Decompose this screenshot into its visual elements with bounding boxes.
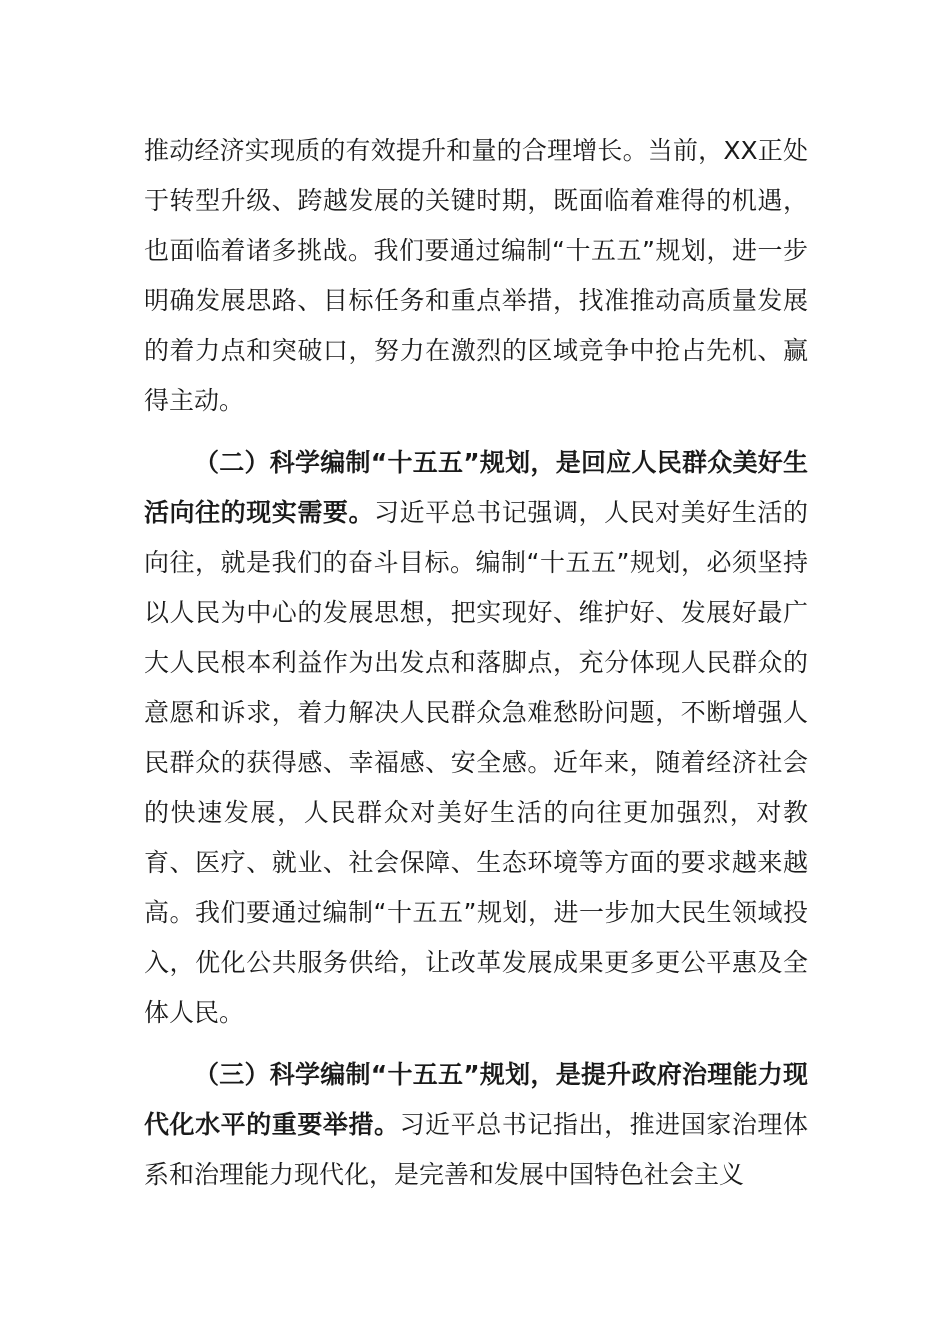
paragraph-continued [144,126,808,426]
paragraph-text: 习近平总书记强调，人民对美好生活的向往，就是我们的奋斗目标。编制“十五五”规划，必须坚持以人民为中心的发展思想，把实现好、维护好、发展好最广大人民根本利益作为出发点和落脚点，充分体现人民群众的意愿和诉求，着力解决人民群众急难愁盼问题，不断增强人民群众的获得感、幸福感、安全感。近年来，随着经济社会的快速发展，人民群众对美好生活的向往更加强烈，对教育、医疗、就业、社会保障、生态环境等方面的要求越来越高。我们要通过编制“十五五”规划，进一步加大民生领域投入，优化公共服务供给，让改革发展成果更多更公平惠及全体人民。 [144,498,808,1027]
paragraph-text: 习近平总书记指出，推进国家治理体系和治理能力现代化，是完善和发展中国特色社会主义 [144,1110,808,1189]
section-2-heading: （二）科学编制“十五五”规划，是回应人民群众美好生活向往的现实需要。 [144,448,808,527]
paragraph-section-2 [144,438,808,1038]
section-3-heading: （三）科学编制“十五五”规划，是提升政府治理能力现代化水平的重要举措。 [144,1060,808,1139]
paragraph-section-3 [144,1050,808,1200]
paragraph-text: 推动经济实现质的有效提升和量的合理增长。当前，XX正处于转型升级、跨越发展的关键时期，既面临着难得的机遇，也面临着诸多挑战。我们要通过编制“十五五”规划，进一步明确发展思路、目标任务和重点举措，找准推动高质量发展的着力点和突破口，努力在激烈的区域竞争中抢占先机、赢得主动。 [144,136,808,415]
document-body [144,126,808,1212]
